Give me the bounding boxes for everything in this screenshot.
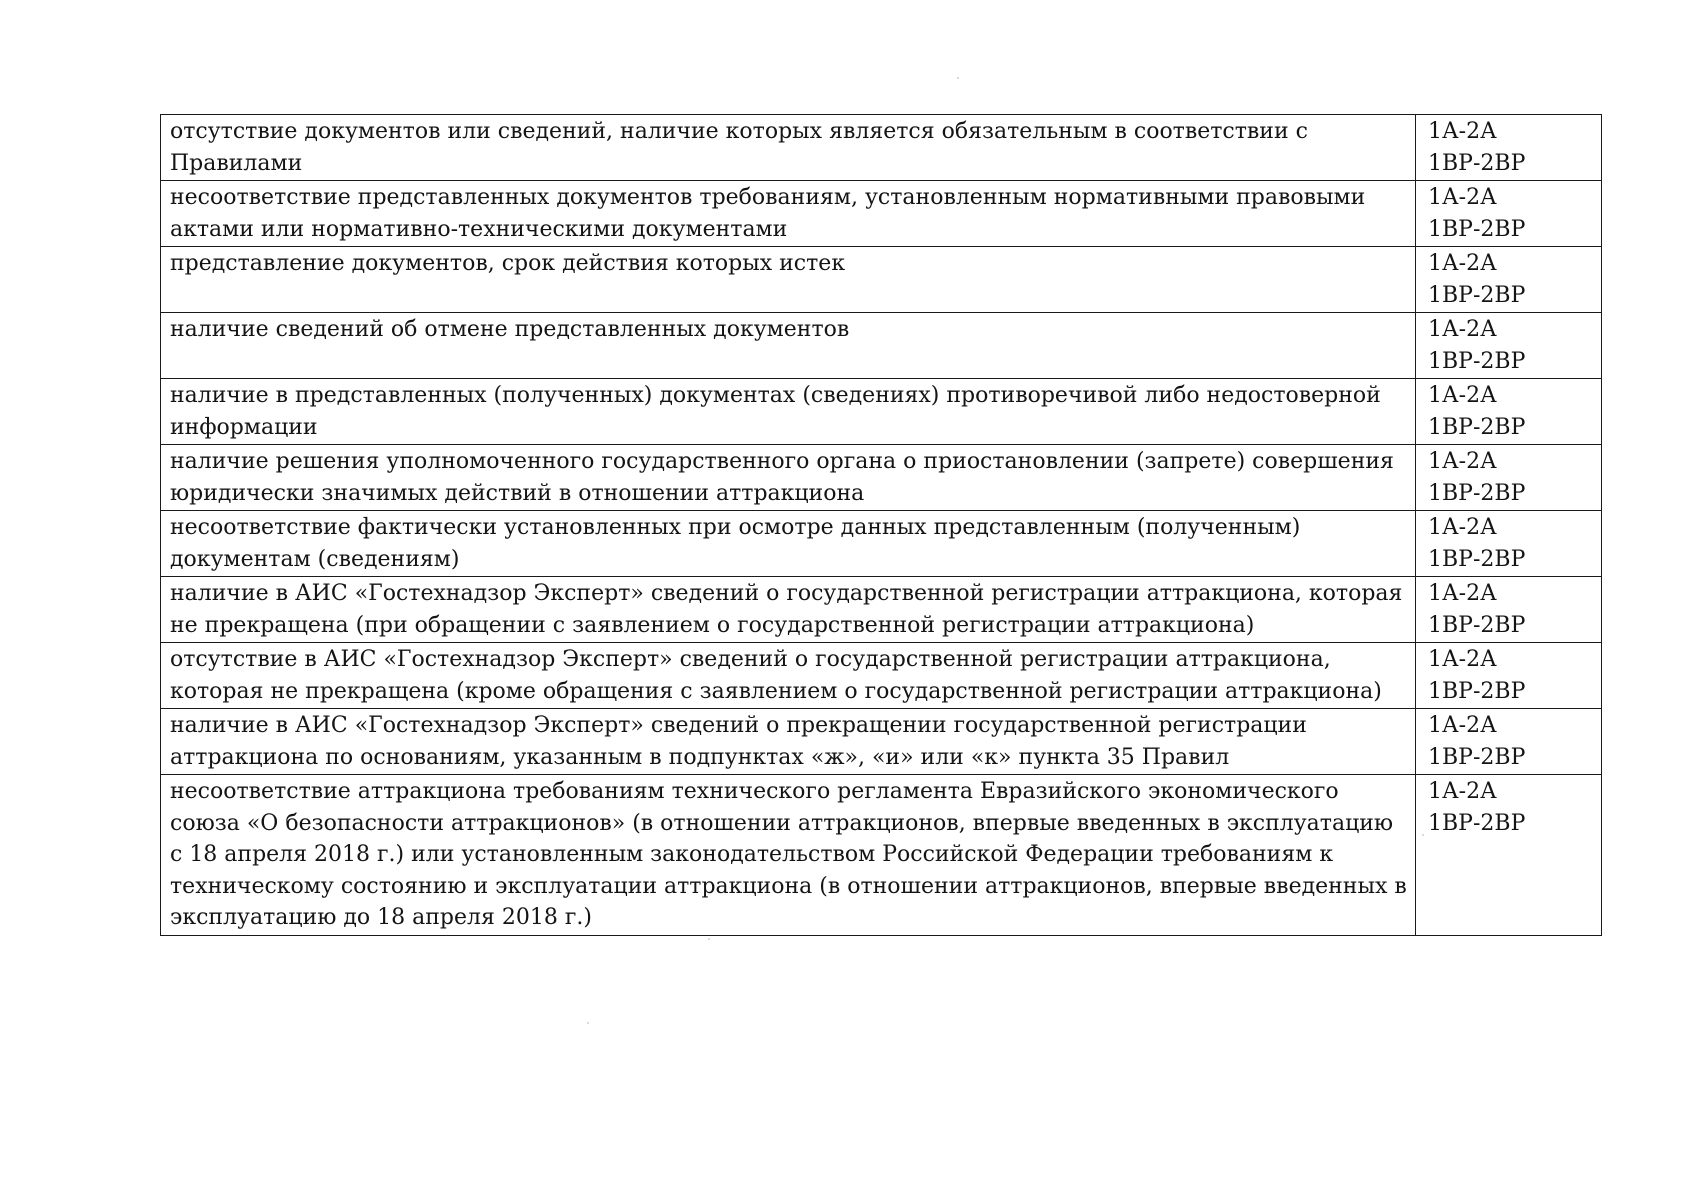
scan-speck — [957, 77, 959, 79]
grounds-table — [160, 114, 1602, 936]
codes-cell — [1416, 775, 1602, 936]
reason-cell: представление документов, срок действия которых истек — [161, 247, 1416, 313]
code-value: 1А-2А — [1428, 317, 1497, 342]
table-row — [161, 115, 1602, 181]
code-value: 1ВР-2ВР — [1428, 744, 1526, 770]
reason-cell: отсутствие документов или сведений, наличие которых является обязательным в соответствии с Правилами — [161, 115, 1416, 181]
reason-cell: наличие в АИС «Гостехнадзор Эксперт» сведений о государственной регистрации аттракциона, которая не прекращена (при обращении с заявлением о государственной регистрации аттракциона) — [161, 577, 1416, 643]
table-row — [161, 445, 1602, 511]
reason-cell: несоответствие аттракциона требованиям технического регламента Евразийского экономического союза «О безопасности аттракционов» (в отношении аттракционов, впервые введенных в эксплуатацию с 18 апреля 2018 г.) или установленным законодательством Российской Федерации требованиям к техническому состоянию и эксплуатации аттракциона (в отношении аттракционов, впервые введенных в эксплуатацию до 18 апреля 2018 г.) — [161, 775, 1416, 936]
table-row — [161, 247, 1602, 313]
code-value: 1ВР-2ВР — [1428, 348, 1526, 374]
code-value: 1А-2А — [1428, 647, 1497, 672]
code-value: 1А-2А — [1428, 119, 1497, 144]
table-row — [161, 709, 1602, 775]
code-value: 1ВР-2ВР — [1428, 810, 1526, 836]
code-value: 1ВР-2ВР — [1428, 216, 1526, 242]
code-value: 1А-2А — [1428, 251, 1497, 276]
table-row — [161, 181, 1602, 247]
code-value: 1А-2А — [1428, 185, 1497, 210]
code-value: 1А-2А — [1428, 581, 1497, 606]
reason-cell: наличие в АИС «Гостехнадзор Эксперт» сведений о прекращении государственной регистрации аттракциона по основаниям, указанным в подпунктах «ж», «и» или «к» пункта 35 Правил — [161, 709, 1416, 775]
table-row — [161, 643, 1602, 709]
code-value: 1ВР-2ВР — [1428, 414, 1526, 440]
table-row — [161, 511, 1602, 577]
code-value: 1ВР-2ВР — [1428, 150, 1526, 176]
codes-cell — [1416, 511, 1602, 577]
codes-cell — [1416, 445, 1602, 511]
code-value: 1ВР-2ВР — [1428, 612, 1526, 638]
reason-cell: несоответствие фактически установленных при осмотре данных представленным (полученным) документам (сведениям) — [161, 511, 1416, 577]
codes-cell — [1416, 709, 1602, 775]
reason-cell: наличие решения уполномоченного государственного органа о приостановлении (запрете) совершения юридически значимых действий в отношении аттракциона — [161, 445, 1416, 511]
reason-cell: наличие сведений об отмене представленных документов — [161, 313, 1416, 379]
scan-speck — [587, 1022, 589, 1024]
code-value: 1ВР-2ВР — [1428, 480, 1526, 506]
reason-cell: несоответствие представленных документов требованиям, установленным нормативными правовыми актами или нормативно-техническими документами — [161, 181, 1416, 247]
code-value: 1А-2А — [1428, 515, 1497, 540]
table-row — [161, 379, 1602, 445]
code-value: 1ВР-2ВР — [1428, 282, 1526, 308]
codes-cell — [1416, 643, 1602, 709]
code-value: 1ВР-2ВР — [1428, 546, 1526, 572]
codes-cell — [1416, 379, 1602, 445]
codes-cell — [1416, 181, 1602, 247]
table-row — [161, 313, 1602, 379]
table-row — [161, 577, 1602, 643]
code-value: 1А-2А — [1428, 713, 1497, 738]
table-body — [161, 115, 1602, 936]
codes-cell — [1416, 577, 1602, 643]
code-value: 1А-2А — [1428, 779, 1497, 804]
codes-cell — [1416, 115, 1602, 181]
reason-cell: отсутствие в АИС «Гостехнадзор Эксперт» сведений о государственной регистрации аттракциона, которая не прекращена (кроме обращения с заявлением о государственной регистрации аттракциона) — [161, 643, 1416, 709]
table-row — [161, 775, 1602, 936]
reason-cell: наличие в представленных (полученных) документах (сведениях) противоречивой либо недостоверной информации — [161, 379, 1416, 445]
scan-speck — [708, 938, 710, 940]
codes-cell — [1416, 313, 1602, 379]
codes-cell — [1416, 247, 1602, 313]
code-value: 1А-2А — [1428, 383, 1497, 408]
code-value: 1ВР-2ВР — [1428, 678, 1526, 704]
code-value: 1А-2А — [1428, 449, 1497, 474]
